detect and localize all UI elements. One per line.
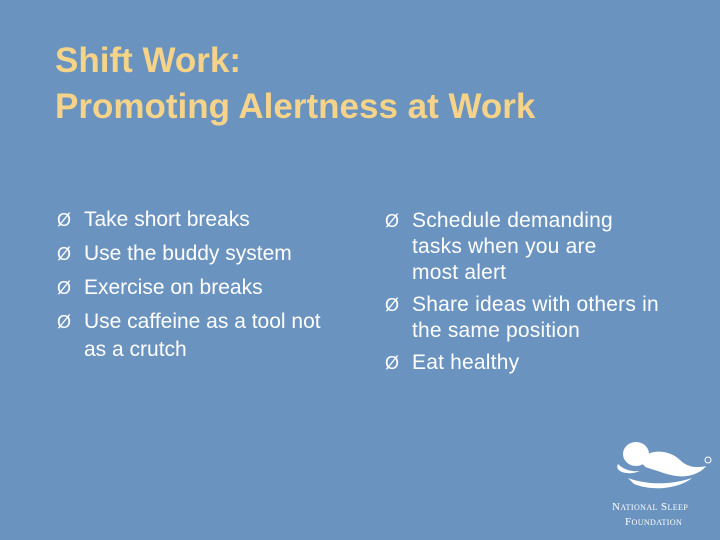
logo-wordmark (612, 500, 714, 530)
bullet-text: Schedule demanding tasks when you are most alert (412, 209, 613, 284)
bullet-arrow-icon: Ø (57, 210, 72, 230)
national-sleep-foundation-logo (610, 438, 714, 536)
bullet-arrow-icon: Ø (57, 244, 72, 264)
bullet-arrow-icon: Ø (57, 278, 72, 298)
bullet-item (385, 350, 705, 376)
bullet-text: Share ideas with others in the same position (412, 293, 659, 342)
slide-title (55, 38, 675, 130)
bullet-text: Exercise on breaks (84, 276, 263, 299)
slide-title-line-1: Shift Work: (55, 41, 242, 80)
bullet-text: Use the buddy system (84, 242, 292, 265)
bullet-item (57, 308, 347, 364)
left-bullet-list (57, 206, 347, 364)
bullet-item (57, 206, 347, 234)
right-bullet-list (385, 208, 705, 382)
bullet-text: Use caffeine as a tool not as a crutch (84, 310, 321, 361)
slide-title-line-2: Promoting Alertness at Work (55, 87, 536, 126)
bullet-item (385, 208, 705, 286)
logo-text-line-1: National Sleep (612, 501, 689, 513)
bullet-text: Eat healthy (412, 351, 520, 374)
bullet-arrow-icon: Ø (385, 295, 400, 315)
bullet-item (57, 240, 347, 268)
bullet-item (385, 292, 705, 344)
bullet-arrow-icon: Ø (385, 353, 400, 373)
bullet-item (57, 274, 347, 302)
sleeping-person-icon (610, 438, 714, 500)
bullet-arrow-icon: Ø (57, 312, 72, 332)
logo-text-line-2: Foundation (625, 516, 683, 528)
bullet-arrow-icon: Ø (385, 211, 400, 231)
bullet-text: Take short breaks (84, 208, 250, 231)
